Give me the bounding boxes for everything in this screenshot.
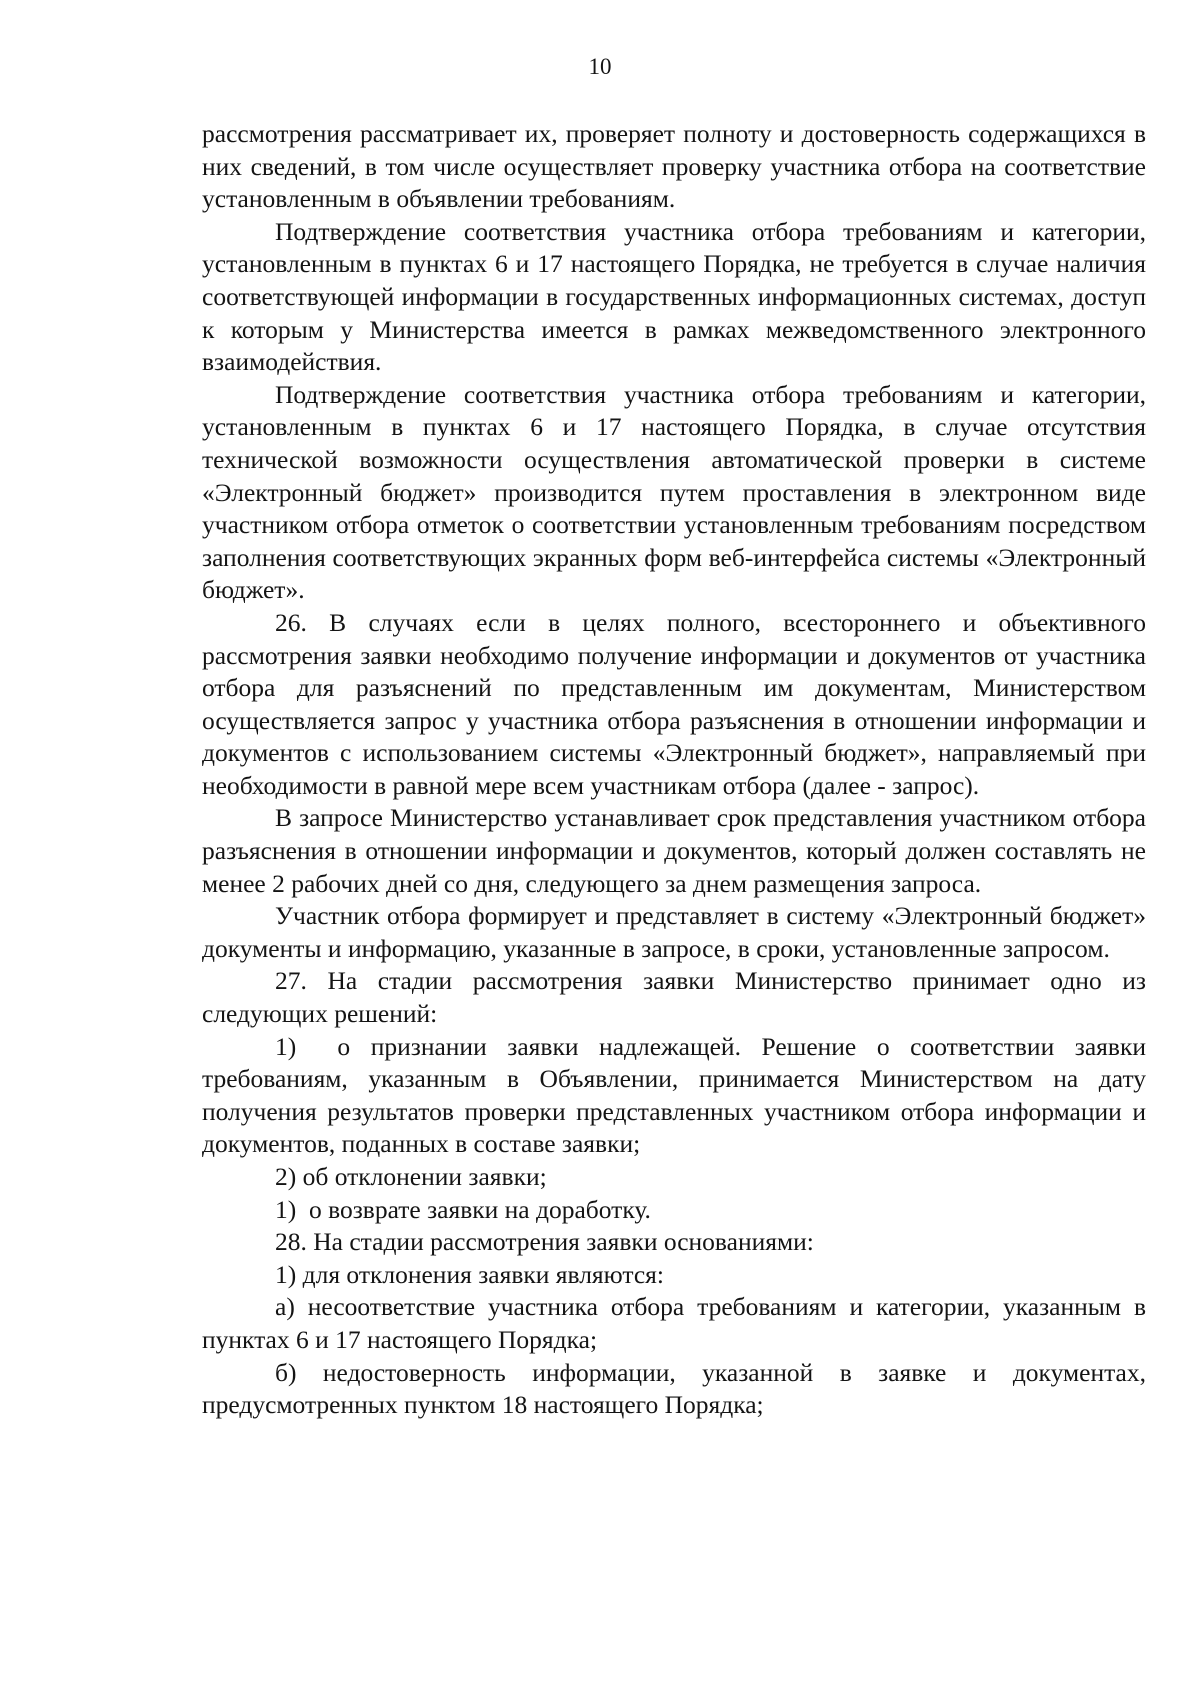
paragraph-rejection-grounds: 1) для отклонения заявки являются: bbox=[275, 1259, 664, 1289]
paragraph-request-deadline: В запросе Министерство устанавливает срок представления участником отбора разъяснения в отношении информации и документов, который должен составлять не менее 2 рабочих дней со дня, следующего за днем размещения запроса. bbox=[202, 803, 1146, 898]
paragraph-decision-reject: 2) об отклонении заявки; bbox=[275, 1162, 547, 1191]
paragraph-item-26: 26. В случаях если в целях полного, всестороннего и объективного рассмотрения заявки необходимо получение информации и документов от участника отбора для разъяснений по представленным им документам, Министерством осуществляется запрос у участника отбора разъяснения в отношении информации и документов с использованием системы «Электронный бюджет», направляемый при необходимости в равной мере всем участникам отбора (далее - запрос). bbox=[202, 607, 1146, 800]
paragraph-participant-response: Участник отбора формирует и представляет в систему «Электронный бюджет» документы и информацию, указанные в запросе, в сроки, установленные запросом. bbox=[202, 901, 1146, 963]
paragraph-ground-b: б) недостоверность информации, указанной в заявке и документах, предусмотренных пунктом 18 настоящего Порядка; bbox=[202, 1357, 1146, 1420]
paragraph-item-27: 27. На стадии рассмотрения заявки Министерство принимает одно из следующих решений: bbox=[202, 966, 1146, 1029]
document-body bbox=[202, 118, 1146, 1422]
paragraph-confirmation-not-required: Подтверждение соответствия участника отбора требованиям и категории, установленным в пунктах 6 и 17 настоящего Порядка, не требуется в случае наличия соответствующей информации в государственных информационных системах, доступ к которым у Министерства имеется в рамках межведомственного электронного взаимодействия. bbox=[202, 216, 1146, 377]
paragraph-confirmation-manual: Подтверждение соответствия участника отбора требованиям и категории, установленным в пунктах 6 и 17 настоящего Порядка, в случае отсутствия технической возможности осуществления автоматической проверки в системе «Электронный бюджет» производится путем проставления в электронном виде участником отбора отметок о соответствии установленным требованиям посредством заполнения соответствующих экранных форм веб-интерфейса системы «Электронный бюджет». bbox=[202, 379, 1146, 605]
paragraph-item-28: 28. На стадии рассмотрения заявки основаниями: bbox=[275, 1227, 814, 1257]
paragraph-decision-proper: 1) о признании заявки надлежащей. Решение о соответствии заявки требованиям, указанным в Объявлении, принимается Министерством на дату получения результатов проверки представленных участником отбора информации и документов, поданных в составе заявки; bbox=[202, 1031, 1146, 1159]
paragraph-decision-return: 1) о возврате заявки на доработку. bbox=[275, 1194, 651, 1224]
paragraph-continuation: рассмотрения рассматривает их, проверяет полноту и достоверность содержащихся в них сведений, в том числе осуществляет проверку участника отбора на соответствие установленным в объявлении требованиям. bbox=[202, 119, 1146, 214]
paragraph-ground-a: а) несоответствие участника отбора требованиям и категории, указанным в пунктах 6 и 17 настоящего Порядка; bbox=[202, 1292, 1146, 1354]
page-number: 10 bbox=[588, 54, 612, 79]
